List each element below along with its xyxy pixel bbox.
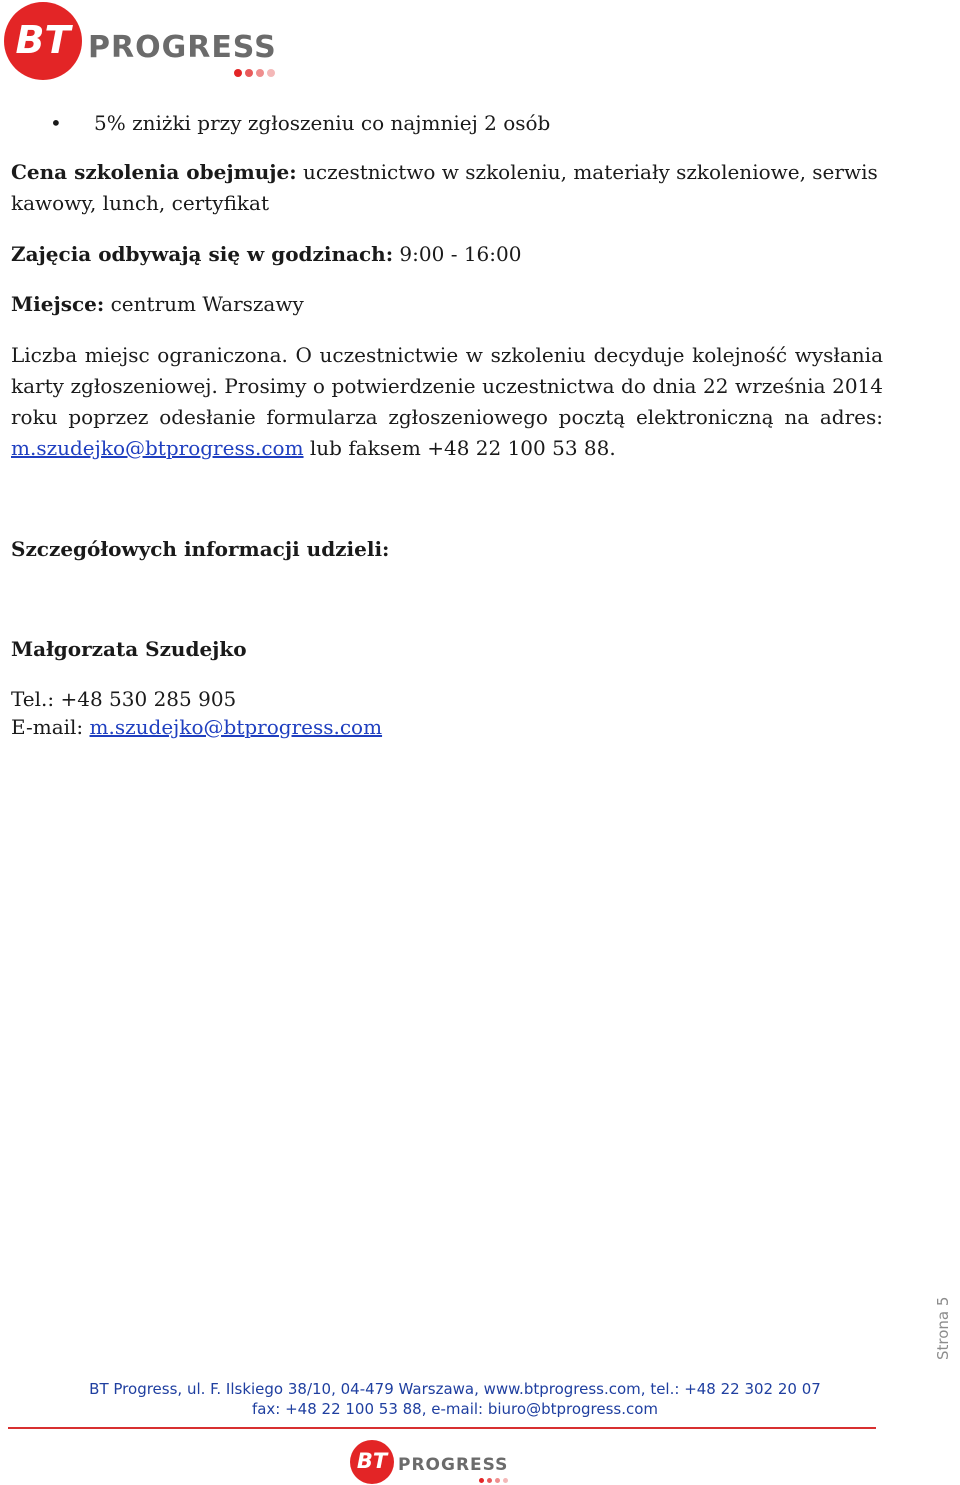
bullet-text: 5% zniżki przy zgłoszeniu co najmniej 2 osób <box>94 111 551 135</box>
logo-word: PROGRESS <box>88 29 277 65</box>
footer-address: BT Progress, ul. F. Ilskiego 38/10, 04-479 Warszawa, www.btprogress.com, tel.: +48 22 302 20 07 <box>89 1380 821 1398</box>
info-fax: lub faksem +48 22 100 53 88. <box>303 436 616 460</box>
logo-dot <box>256 69 264 77</box>
logo-word: PROGRESS <box>398 1455 509 1475</box>
bullet-icon: • <box>50 111 62 135</box>
info-paragraph <box>11 340 883 464</box>
logo-dot <box>503 1478 508 1483</box>
footer-logo <box>350 1440 508 1484</box>
company-logo <box>4 2 277 80</box>
footer-divider <box>8 1427 876 1429</box>
info-text: Liczba miejsc ograniczona. O uczestnictwie w szkoleniu decyduje kolejność wysłania karty zgłoszeniowej. Prosimy o potwierdzenie uczestnictwa do dnia 22 września 2014 roku poprzez odesłanie formularza zgłoszeniowego pocztą elektroniczną na adres: <box>11 343 883 429</box>
price-paragraph <box>11 157 883 219</box>
contact-email-label: E-mail: <box>11 715 90 739</box>
hours-label: Zajęcia odbywają się w godzinach: <box>11 242 394 266</box>
price-label: Cena szkolenia obejmuje: <box>11 160 297 184</box>
contact-email-link[interactable]: m.szudejko@btprogress.com <box>89 715 383 739</box>
logo-mark: BT <box>356 1449 388 1473</box>
footer-contact: fax: +48 22 100 53 88, e-mail: biuro@btprogress.com <box>251 1400 659 1418</box>
hours-text: 9:00 - 16:00 <box>393 242 522 266</box>
page-number: Strona 5 <box>934 1296 952 1360</box>
logo-dot <box>479 1478 484 1483</box>
hours-paragraph <box>11 239 883 270</box>
logo-dot <box>267 69 275 77</box>
place-text: centrum Warszawy <box>104 292 304 316</box>
contact-tel: Tel.: +48 530 285 905 <box>11 687 237 711</box>
details-heading: Szczegółowych informacji udzieli: <box>11 537 390 561</box>
logo-wordmark <box>398 1455 508 1475</box>
price-text: uczestnictwo w szkoleniu, materiały szkoleniowe, serwis kawowy, lunch, certyfikat <box>11 160 878 215</box>
info-email-link[interactable]: m.szudejko@btprogress.com <box>11 436 304 460</box>
logo-dots <box>234 69 275 77</box>
logo-dot <box>495 1478 500 1483</box>
place-label: Miejsce: <box>11 292 105 316</box>
logo-dots <box>479 1478 508 1483</box>
contact-email-row <box>11 713 883 741</box>
discount-bullet <box>50 108 550 139</box>
logo-wordmark <box>88 30 277 65</box>
logo-disc <box>350 1440 394 1484</box>
logo-dot <box>245 69 253 77</box>
contact-name: Małgorzata Szudejko <box>11 637 247 661</box>
contact-block <box>11 685 883 741</box>
place-paragraph <box>11 289 883 320</box>
logo-mark: BT <box>15 18 71 62</box>
logo-dot <box>234 69 242 77</box>
logo-disc <box>4 2 82 80</box>
logo-dot <box>487 1478 492 1483</box>
